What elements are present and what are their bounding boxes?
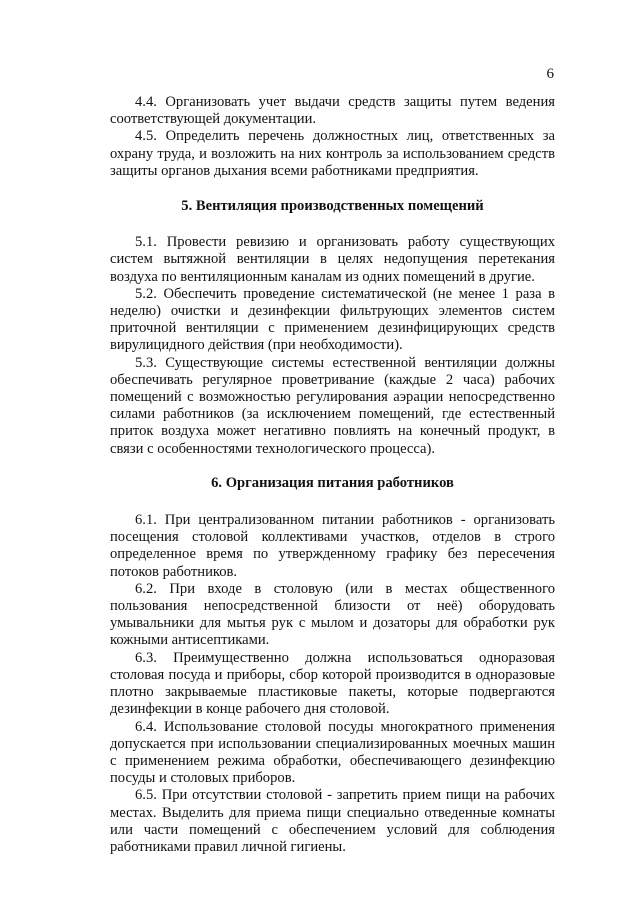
paragraph-6-2: 6.2. При входе в столовую (или в местах общественного пользования непосредственной близости от неё) оборудовать умывальники для мытья рук с мылом и дозаторы для обработки рук кожными антисептиками. bbox=[110, 580, 555, 649]
section-5-heading: 5. Вентиляция производственных помещений bbox=[181, 198, 484, 215]
paragraph-6-1: 6.1. При централизованном питании работников - организовать посещения столовой коллективами участков, отделов в строго определенное время по утвержденному графику без пересечения потоков работников. bbox=[110, 512, 555, 580]
paragraph-5-2: 5.2. Обеспечить проведение систематической (не менее 1 раза в неделю) очистки и дезинфекции фильтрующих элементов систем приточной вентиляции с применением дезинфицирующих средств вирулицидного действия (при необходимости). bbox=[110, 285, 555, 354]
page-number: 6 bbox=[546, 66, 554, 82]
paragraph-6-5: 6.5. При отсутствии столовой - запретить прием пищи на рабочих местах. Выделить для приема пищи специально отведенные комнаты или части помещений с обеспечением условий для соблюдения работниками правил личной гигиены. bbox=[110, 787, 555, 855]
paragraph-5-1: 5.1. Провести ревизию и организовать работу существующих систем вытяжной вентиляции в целях недопущения перетекания воздуха по вентиляционным каналам из одних помещений в другие. bbox=[110, 234, 555, 285]
document-body bbox=[110, 94, 555, 856]
paragraph-4-4: 4.4. Организовать учет выдачи средств защиты путем ведения соответствующей документации. bbox=[110, 94, 555, 128]
paragraph-5-3: 5.3. Существующие системы естественной вентиляции должны обеспечивать регулярное проветривание (каждые 2 часа) рабочих помещений с возможностью регулирования аэрации непосредственно силами работников (за исключением помещений, где естественный приток воздуха может негативно повлиять на конечный продукт, в связи с особенностями технологического процесса). bbox=[110, 354, 555, 457]
paragraph-4-5: 4.5. Определить перечень должностных лиц, ответственных за охрану труда, и возложить на них контроль за использованием средств защиты органов дыхания всеми работниками предприятия. bbox=[110, 128, 555, 179]
section-6-heading: 6. Организация питания работников bbox=[211, 474, 454, 491]
paragraph-6-4: 6.4. Использование столовой посуды многократного применения допускается при использовании специализированных моечных машин с применением режима обработки, обеспечивающего дезинфекцию посуды и столовых приборов. bbox=[110, 718, 555, 787]
paragraph-6-3: 6.3. Преимущественно должна использоваться одноразовая столовая посуда и приборы, сбор которой производится в одноразовые плотно закрываемые пластиковые пакеты, которые подвергаются дезинфекции в конце рабочего дня столовой. bbox=[110, 649, 555, 718]
